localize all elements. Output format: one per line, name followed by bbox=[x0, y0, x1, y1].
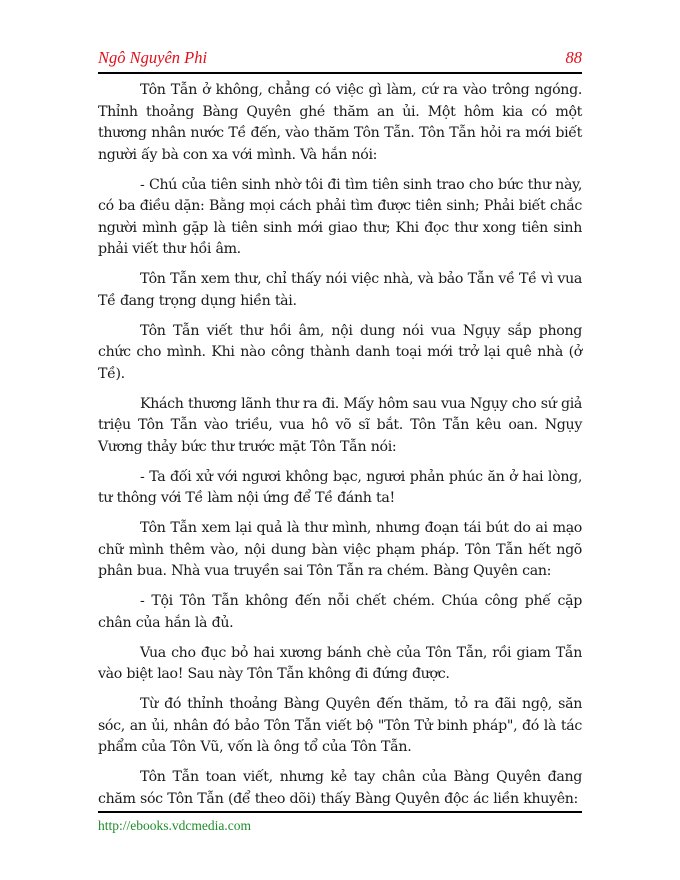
footer-link[interactable]: http://ebooks.vdcmedia.com bbox=[98, 818, 251, 833]
paragraph: - Chú của tiên sinh nhờ tôi đi tìm tiên sinh trao cho bức thư này, có ba điều dặn: Bằng mọi cách phải tìm được tiên sinh; Phải biết chắc người mình gặp là tiên sinh mới giao thư; Khi đọc thư xong tiên sinh phải viết thư hồi âm. bbox=[98, 176, 582, 257]
page-number: 88 bbox=[565, 48, 582, 67]
footer-rule bbox=[98, 811, 582, 813]
paragraph: Tôn Tẫn toan viết, nhưng kẻ tay chân của Bàng Quyên đang chăm sóc Tôn Tẫn (để theo dõi) thấy Bàng Quyên độc ác liền khuyên: bbox=[98, 769, 582, 807]
paragraph: Tôn Tẫn xem lại quả là thư mình, nhưng đoạn tái bút do ai mạo chữ mình thêm vào, nội dung bàn việc phạm pháp. Tôn Tẫn hết ngõ phân bua. Nhà vua truyền sai Tôn Tẫn ra chém. Bàng Quyên can: bbox=[98, 520, 582, 579]
paragraph: - Ta đối xử với ngươi không bạc, ngươi phản phúc ăn ở hai lòng, tư thông với Tề làm nội ứng để Tề đánh ta! bbox=[98, 468, 582, 506]
paragraph: - Tội Tôn Tẫn không đến nỗi chết chém. Chúa công phế cặp chân của hắn là đủ. bbox=[98, 593, 582, 631]
header-author: Ngô Nguyên Phi bbox=[98, 48, 208, 67]
page-header bbox=[98, 48, 582, 70]
paragraph: Tôn Tẫn viết thư hồi âm, nội dung nói vua Ngụy sắp phong chức cho mình. Khi nào công thành danh toại mới trở lại quê nhà (ở Tề). bbox=[98, 322, 582, 382]
paragraph: Tôn Tẫn ở không, chẳng có việc gì làm, cứ ra vào trông ngóng. Thỉnh thoảng Bàng Quyên ghé thăm an ủi. Một hôm kia có một thương nhân nước Tề đến, vào thăm Tôn Tẫn. Tôn Tẫn hỏi ra mới biết người ấy bà con xa với mình. Và hắn nói: bbox=[98, 82, 582, 163]
paragraph: Từ đó thỉnh thoảng Bàng Quyên đến thăm, tỏ ra đãi ngộ, săn sóc, an ủi, nhân đó bảo Tôn Tẫn viết bộ "Tôn Tử binh pháp", đó là tác phẩm của Tôn Vũ, vốn là ông tổ của Tôn Tẫn. bbox=[98, 696, 582, 755]
body-text bbox=[98, 80, 582, 819]
paragraph: Tôn Tẫn xem thư, chỉ thấy nói việc nhà, và bảo Tẫn về Tề vì vua Tề đang trọng dụng hiền tài. bbox=[98, 271, 582, 309]
paragraph: Khách thương lãnh thư ra đi. Mấy hôm sau vua Ngụy cho sứ giả triệu Tôn Tẫn vào triều, vua hô võ sĩ bắt. Tôn Tẫn kêu oan. Ngụy Vương thảy bức thư trước mặt Tôn Tẫn nói: bbox=[98, 395, 582, 455]
header-rule bbox=[98, 72, 582, 74]
paragraph: Vua cho đục bỏ hai xương bánh chè của Tôn Tẫn, rồi giam Tẫn vào biệt lao! Sau này Tôn Tẫn không đi đứng được. bbox=[98, 644, 582, 682]
